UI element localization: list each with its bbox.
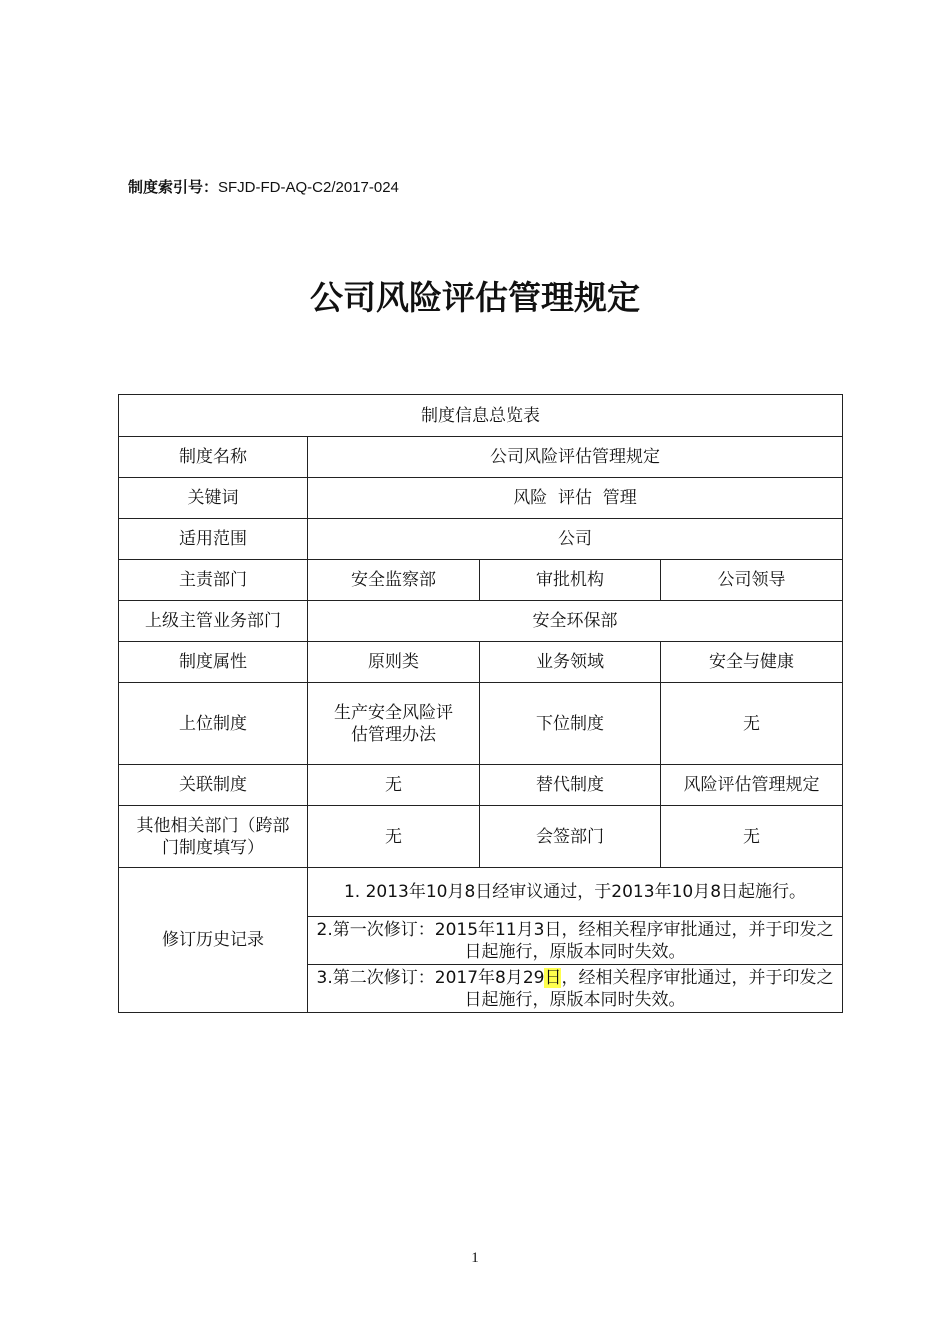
- document-title: 公司风险评估管理规定: [310, 278, 640, 317]
- replace-value: 风险评估管理规定: [661, 765, 843, 806]
- lower-value: 无: [661, 683, 843, 765]
- other-label: 其他相关部门（跨部门制度填写）: [119, 806, 308, 868]
- keywords-label: 关键词: [119, 478, 308, 519]
- superior-dept-value: 安全环保部: [308, 601, 843, 642]
- upper-label: 上位制度: [119, 683, 308, 765]
- history-item-3-text: 3.第二次修订：2017年8月29: [316, 967, 545, 988]
- related-label: 关联制度: [119, 765, 308, 806]
- scope-label: 适用范围: [119, 519, 308, 560]
- highlighted-text: 日: [544, 967, 562, 988]
- history-item-3-text-rest: ，经相关程序审批通过，并于印发之日起施行，原版本同时失效。: [464, 967, 834, 1010]
- domain-value: 安全与健康: [661, 642, 843, 683]
- domain-label: 业务领域: [480, 642, 661, 683]
- keywords-value: 风险 评估 管理: [308, 478, 843, 519]
- history-label: 修订历史记录: [119, 868, 308, 1013]
- name-value: 公司风险评估管理规定: [308, 437, 843, 478]
- dept-value: 安全监察部: [308, 560, 480, 601]
- overview-table: [118, 394, 843, 1013]
- page-number: 1: [471, 1250, 479, 1266]
- replace-label: 替代制度: [480, 765, 661, 806]
- scope-value: 公司: [308, 519, 843, 560]
- history-item-2: 2.第一次修订：2015年11月3日，经相关程序审批通过，并于印发之日起施行，原版本同时失效。: [308, 917, 843, 965]
- approval-label: 审批机构: [480, 560, 661, 601]
- approval-value: 公司领导: [661, 560, 843, 601]
- index-code: SFJD-FD-AQ-C2/2017-024: [218, 179, 399, 196]
- lower-label: 下位制度: [480, 683, 661, 765]
- history-item-1: 1. 2013年10月8日经审议通过，于2013年10月8日起施行。: [308, 868, 843, 917]
- upper-value: 生产安全风险评估管理办法: [308, 683, 480, 765]
- index-line: [128, 176, 399, 197]
- table-header: 制度信息总览表: [119, 395, 843, 437]
- sign-value: 无: [661, 806, 843, 868]
- related-value: 无: [308, 765, 480, 806]
- other-value: 无: [308, 806, 480, 868]
- index-label: 制度索引号：: [128, 178, 219, 196]
- superior-dept-label: 上级主管业务部门: [119, 601, 308, 642]
- history-item-3: [308, 965, 843, 1013]
- name-label: 制度名称: [119, 437, 308, 478]
- attr-label: 制度属性: [119, 642, 308, 683]
- attr-value: 原则类: [308, 642, 480, 683]
- sign-label: 会签部门: [480, 806, 661, 868]
- dept-label: 主责部门: [119, 560, 308, 601]
